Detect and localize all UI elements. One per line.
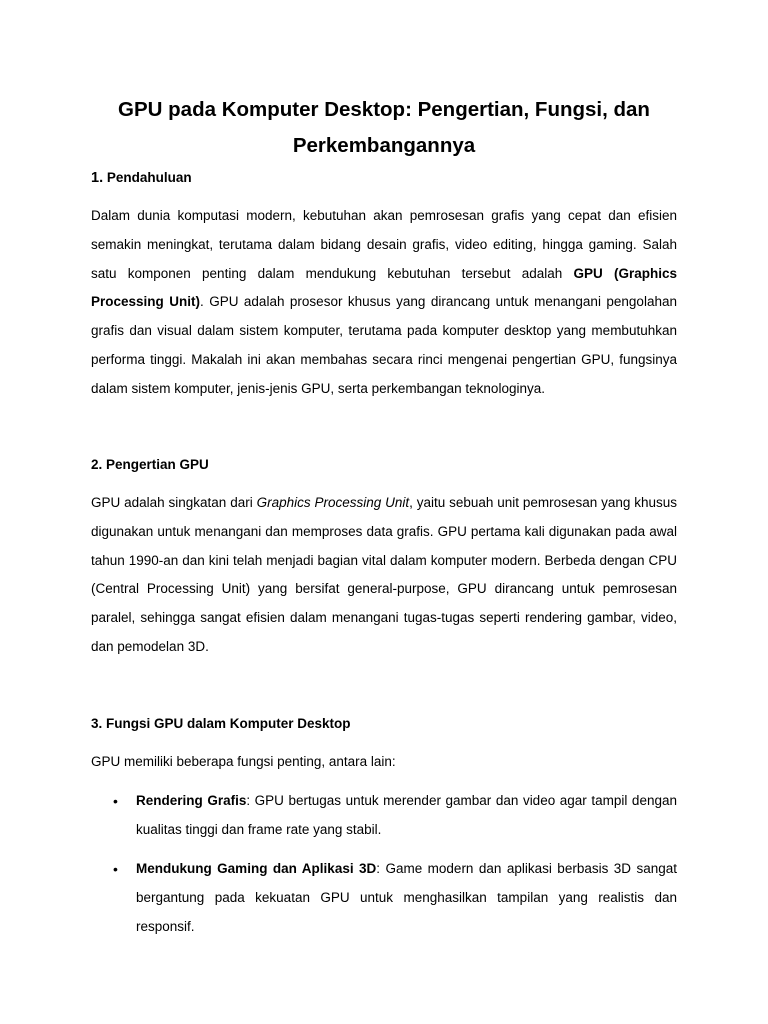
bullet-icon: •	[113, 861, 118, 877]
section-heading-fungsi: 3. Fungsi GPU dalam Komputer Desktop	[91, 716, 351, 731]
paragraph-text: . GPU adalah prosesor khusus yang dirancang untuk menangani pengolahan grafis dan visual dalam sistem komputer, terutama pada komputer desktop yang membutuhkan performa tinggi. Makalah ini akan membahas secara rinci mengenai pengertian GPU, fungsinya dalam sistem komputer, jenis-jenis GPU, serta perkembangan teknologinya.	[91, 294, 677, 396]
paragraph-text: Dalam dunia komputasi modern, kebutuhan akan pemrosesan grafis yang cepat dan efisien semakin meningkat, terutama dalam bidang desain grafis, video editing, hingga gaming. Salah satu komponen penting dalam mendukung kebutuhan tersebut adalah	[91, 208, 677, 281]
section-number: 1.	[91, 170, 104, 186]
paragraph-pendahuluan	[91, 202, 677, 404]
section-heading-text: Pendahuluan	[106, 170, 192, 185]
paragraph-fungsi-intro: GPU memiliki beberapa fungsi penting, antara lain:	[91, 754, 396, 769]
section-heading-pendahuluan	[91, 168, 192, 188]
list-item-term: Rendering Grafis	[136, 793, 247, 808]
bold-term-gpu: GPU (Graphics Processing Unit)	[91, 265, 677, 310]
list-item-text: : GPU bertugas untuk merender gambar dan video agar tampil dengan kualitas tinggi dan frame rate yang stabil.	[136, 793, 677, 837]
section-heading-pengertian: 2. Pengertian GPU	[91, 457, 209, 472]
document-title: GPU pada Komputer Desktop: Pengertian, Fungsi, dan Perkembangannya	[118, 98, 650, 157]
italic-term: Graphics Processing Unit	[256, 495, 410, 510]
bullet-icon: •	[113, 793, 118, 809]
list-item	[136, 855, 677, 941]
paragraph-text: GPU adalah singkatan dari	[91, 495, 257, 510]
list-item-term: Mendukung Gaming dan Aplikasi 3D	[136, 861, 377, 876]
list-item-text: : Game modern dan aplikasi berbasis 3D sangat bergantung pada kekuatan GPU untuk menghasilkan tampilan yang realistis dan responsif.	[136, 861, 677, 934]
paragraph-text: , yaitu sebuah unit pemrosesan yang khusus digunakan untuk menangani dan memproses data grafis. GPU pertama kali digunakan pada awal tahun 1990-an dan kini telah menjadi bagian vital dalam komputer modern. Berbeda dengan CPU (Central Processing Unit) yang bersifat general-purpose, GPU dirancang untuk pemrosesan paralel, sehingga sangat efisien dalam menangani tugas-tugas seperti rendering gambar, video, dan pemodelan 3D.	[91, 495, 677, 654]
paragraph-pengertian	[91, 489, 677, 662]
list-item	[136, 787, 677, 845]
